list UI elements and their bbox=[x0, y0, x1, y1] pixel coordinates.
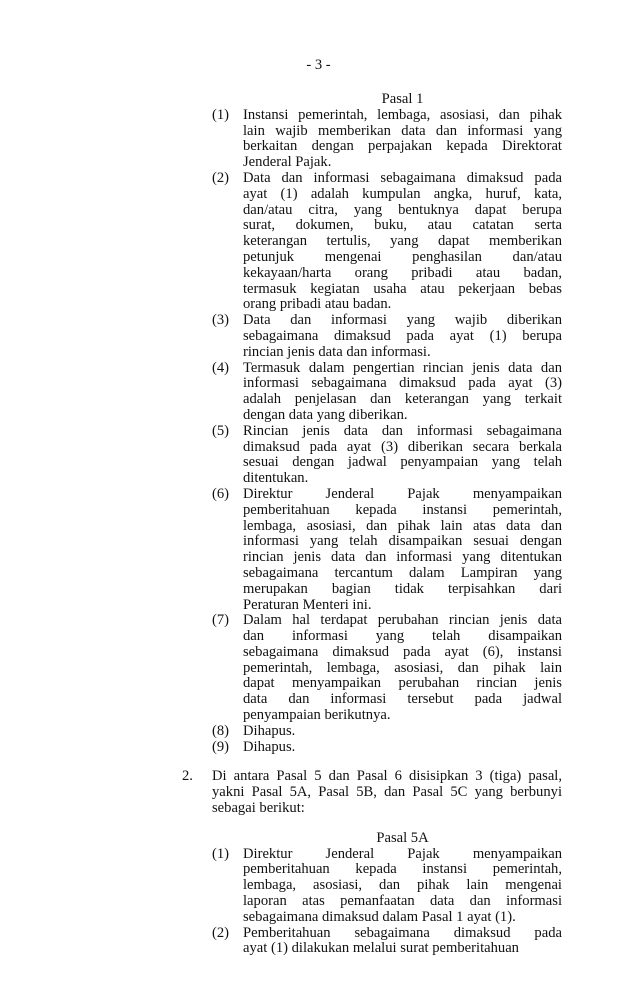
text-line: sebagai berikut: bbox=[212, 800, 305, 817]
pasal-5a-section bbox=[212, 831, 562, 957]
text-line: termasuk kegiatan usaha atau pekerjaan bebas bbox=[243, 280, 562, 297]
text-line: informasi sebagaimana dimaksud pada ayat (3) bbox=[243, 375, 562, 392]
text-line: lembaga, asosiasi, dan pihak lain atas data dan bbox=[243, 517, 562, 534]
ayat-item bbox=[212, 847, 562, 926]
ayat-number: (6) bbox=[212, 485, 230, 502]
text-line: orang pribadi atau badan. bbox=[243, 296, 392, 313]
pasal-5a-title: Pasal 5A bbox=[376, 829, 429, 846]
text-line: sebagaimana dimaksud pada ayat (1) berupa bbox=[243, 327, 562, 344]
text-line: sebagaimana tercantum dalam Lampiran yang bbox=[243, 564, 562, 581]
text-line: Data dan informasi yang wajib diberikan bbox=[243, 312, 562, 329]
text-line: data dan informasi tersebut pada jadwal bbox=[243, 691, 562, 708]
ayat-text bbox=[243, 740, 562, 756]
text-line: dimaksud pada ayat (3) diberikan secara berkala bbox=[243, 438, 562, 455]
text-line: dan/atau citra, yang bentuknya dapat berupa bbox=[243, 201, 562, 218]
text-line: pemberitahuan kepada instansi pemerintah, bbox=[243, 501, 562, 518]
ayat-item bbox=[212, 487, 562, 613]
text-line: dapat menyampaikan perubahan rincian jenis bbox=[243, 675, 562, 692]
text-line: informasi yang telah disampaikan sesuai dengan bbox=[243, 533, 562, 550]
ayat-item bbox=[212, 424, 562, 487]
ayat-number: (7) bbox=[212, 612, 230, 629]
ayat-number: (2) bbox=[212, 169, 230, 186]
text-line: ayat (1) dilakukan melalui surat pemberitahuan bbox=[243, 940, 519, 957]
text-line: yakni Pasal 5A, Pasal 5B, dan Pasal 5C yang berbunyi bbox=[212, 784, 562, 801]
text-line: petunjuk mengenai penghasilan dan/atau bbox=[243, 248, 562, 265]
text-line: adalah penjelasan dan keterangan yang terkait bbox=[243, 391, 562, 408]
ayat-text bbox=[243, 926, 562, 958]
text-line: Direktur Jenderal Pajak menyampaikan bbox=[243, 485, 562, 502]
ayat-text bbox=[243, 424, 562, 487]
text-line: Dalam hal terdapat perubahan rincian jenis data bbox=[243, 612, 562, 629]
ayat-text bbox=[243, 613, 562, 724]
text-line: lembaga, asosiasi, dan pihak lain mengenai bbox=[243, 877, 562, 894]
text-line: rincian jenis data dan informasi. bbox=[243, 343, 431, 360]
ayat-item bbox=[212, 171, 562, 313]
ayat-text bbox=[243, 108, 562, 171]
ayat-item bbox=[212, 361, 562, 424]
ayat-item bbox=[212, 613, 562, 724]
text-line: surat, dokumen, buku, atau catatan serta bbox=[243, 217, 562, 234]
text-line: merupakan bagian tidak terpisahkan dari bbox=[243, 580, 562, 597]
text-line: Pemberitahuan sebagaimana dimaksud pada bbox=[243, 924, 562, 941]
text-line: berkaitan dengan perpajakan kepada Direktorat bbox=[243, 138, 562, 155]
text-line: ditentukan. bbox=[243, 470, 309, 487]
ayat-item bbox=[212, 740, 562, 756]
text-line: lain wajib memberikan data dan informasi yang bbox=[243, 122, 562, 139]
text-line: dengan data yang diberikan. bbox=[243, 406, 408, 423]
ayat-number: (3) bbox=[212, 312, 230, 329]
ayat-item bbox=[212, 108, 562, 171]
ayat-item bbox=[212, 926, 562, 958]
text-line: ayat (1) adalah kumpulan angka, huruf, kata, bbox=[243, 185, 562, 202]
pasal-1-title: Pasal 1 bbox=[381, 91, 424, 107]
amendment-point-2 bbox=[182, 769, 562, 816]
ayat-number: (9) bbox=[212, 738, 230, 755]
ayat-text bbox=[243, 724, 562, 740]
text-line: Jenderal Pajak. bbox=[243, 154, 332, 171]
ayat-number: (8) bbox=[212, 722, 230, 739]
text-line: Direktur Jenderal Pajak menyampaikan bbox=[243, 845, 562, 862]
text-line: Dihapus. bbox=[243, 722, 296, 739]
document-body bbox=[0, 92, 637, 957]
text-line: sebagaimana dimaksud dalam Pasal 1 ayat (1). bbox=[243, 908, 516, 925]
ayat-item bbox=[212, 724, 562, 740]
ayat-text bbox=[243, 171, 562, 313]
text-line: penyampaian berikutnya. bbox=[243, 707, 391, 724]
text-line: Termasuk dalam pengertian rincian jenis data dan bbox=[243, 359, 562, 376]
ayat-text bbox=[243, 361, 562, 424]
text-line: pemerintah, lembaga, asosiasi, dan pihak lain bbox=[243, 659, 562, 676]
text-line: Instansi pemerintah, lembaga, asosiasi, dan pihak bbox=[243, 106, 562, 123]
ayat-text bbox=[243, 847, 562, 926]
text-line: keterangan tertulis, yang dapat memberikan bbox=[243, 233, 562, 250]
text-line: rincian jenis data dan informasi yang ditentukan bbox=[243, 549, 562, 566]
ayat-number: (1) bbox=[212, 106, 230, 123]
text-line: sebagaimana dimaksud pada ayat (6), instansi bbox=[243, 643, 562, 660]
text-line: sesuai dengan jadwal penyampaian yang telah bbox=[243, 454, 562, 471]
pasal-1-section bbox=[212, 92, 562, 755]
ayat-text bbox=[243, 487, 562, 613]
ayat-number: (5) bbox=[212, 422, 230, 439]
ayat-text bbox=[243, 313, 562, 360]
ayat-number: (4) bbox=[212, 359, 230, 376]
text-line: laporan atas pemanfaatan data dan informasi bbox=[243, 893, 562, 910]
text-line: Di antara Pasal 5 dan Pasal 6 disisipkan 3 (tiga) pasal, bbox=[212, 768, 562, 785]
text-line: kekayaan/harta orang pribadi atau badan, bbox=[243, 264, 562, 281]
text-line: Dihapus. bbox=[243, 738, 296, 755]
ayat-number: (1) bbox=[212, 845, 230, 862]
text-line: pemberitahuan kepada instansi pemerintah, bbox=[243, 861, 562, 878]
ayat-item bbox=[212, 313, 562, 360]
point-number: 2. bbox=[182, 768, 193, 785]
ayat-number: (2) bbox=[212, 924, 230, 941]
text-line: Data dan informasi sebagaimana dimaksud pada bbox=[243, 169, 562, 186]
page-number: - 3 - bbox=[306, 57, 331, 73]
text-line: Rincian jenis data dan informasi sebagaimana bbox=[243, 422, 562, 439]
point-text bbox=[212, 769, 562, 816]
text-line: Peraturan Menteri ini. bbox=[243, 596, 372, 613]
text-line: dan informasi yang telah disampaikan bbox=[243, 628, 562, 645]
